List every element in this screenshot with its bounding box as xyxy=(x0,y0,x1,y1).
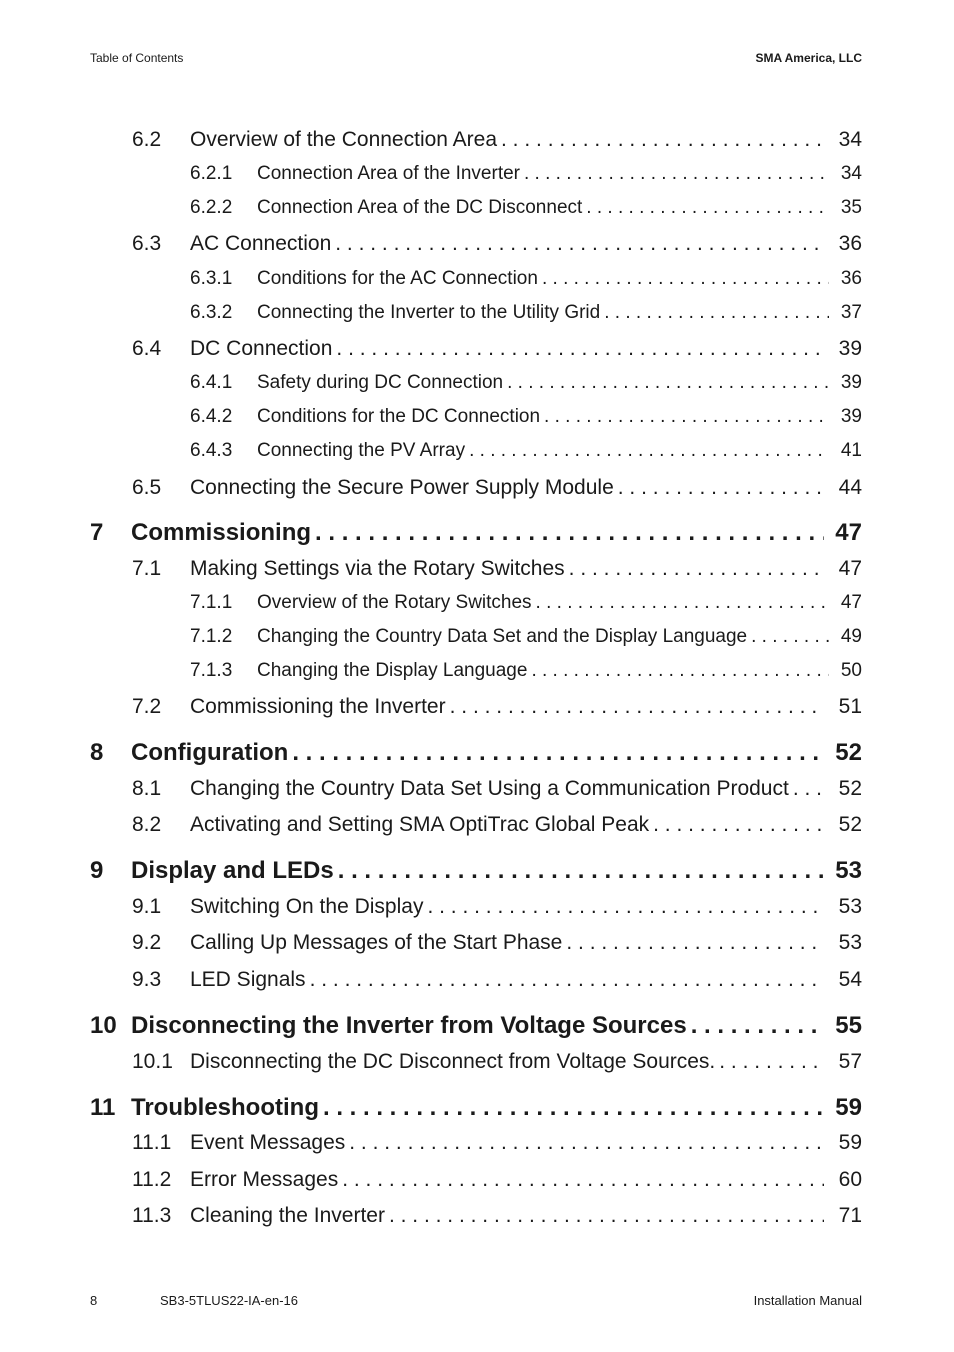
toc-dot-leader xyxy=(536,592,829,614)
toc-entry-number: 9.3 xyxy=(132,968,162,991)
toc-entry-title: Connecting the PV Array xyxy=(257,440,469,462)
toc-entry-title-wrap xyxy=(257,372,829,394)
toc-entry-page: 50 xyxy=(840,660,862,681)
toc-entry-title-wrap xyxy=(190,1204,824,1228)
toc-entry-number: 11.2 xyxy=(132,1168,172,1191)
toc-dot-leader xyxy=(531,660,829,682)
running-header-section: Table of Contents xyxy=(90,51,184,65)
toc-entry-number: 10.1 xyxy=(132,1050,173,1073)
toc-entry-number: 8.1 xyxy=(132,777,162,800)
toc-entry-title: Overview of the Rotary Switches xyxy=(257,592,536,614)
toc-entry-title: Connection Area of the Inverter xyxy=(257,163,524,185)
toc-entry-title-wrap xyxy=(257,440,829,462)
toc-entry-title-wrap xyxy=(257,163,829,185)
toc-entry-title-wrap xyxy=(190,695,824,719)
document-title: Installation Manual xyxy=(753,1293,862,1308)
toc-entry-number: 9.2 xyxy=(132,931,162,954)
toc-dot-leader xyxy=(524,163,829,185)
toc-entry-page: 53 xyxy=(838,931,862,954)
toc-entry-title-wrap xyxy=(190,1131,824,1155)
toc-entry-title: Event Messages xyxy=(190,1131,349,1155)
toc-entry-page: 35 xyxy=(840,197,862,218)
toc-dot-leader xyxy=(310,968,824,992)
toc-entry-title-wrap xyxy=(257,660,829,682)
toc-entry-title-wrap xyxy=(257,197,829,219)
toc-entry-title: Connecting the Secure Power Supply Module xyxy=(190,476,618,500)
toc-entry-title: Switching On the Display xyxy=(190,895,427,919)
toc-entry-title: DC Connection xyxy=(190,337,336,361)
toc-dot-leader xyxy=(793,777,824,801)
toc-entry-page: 51 xyxy=(838,695,862,718)
toc-dot-leader xyxy=(501,128,824,152)
toc-entry-page: 49 xyxy=(840,626,862,647)
toc-dot-leader xyxy=(349,1131,824,1155)
toc-dot-leader xyxy=(604,302,829,324)
toc-entry-title: LED Signals xyxy=(190,968,310,992)
toc-entry-title: Troubleshooting xyxy=(131,1094,323,1122)
toc-entry-number: 10 xyxy=(90,1012,117,1039)
toc-dot-leader xyxy=(569,557,824,581)
toc-entry-number: 8 xyxy=(90,739,104,766)
toc-entry-page: 59 xyxy=(835,1094,862,1121)
running-header-company: SMA America, LLC xyxy=(755,51,862,65)
toc-entry-page: 44 xyxy=(838,476,862,499)
toc-entry-title: Overview of the Connection Area xyxy=(190,128,501,152)
toc-entry-number: 7.1.1 xyxy=(190,592,233,613)
toc-entry-title-wrap xyxy=(257,626,829,648)
toc-entry-title-wrap xyxy=(190,1168,824,1192)
toc-dot-leader xyxy=(544,406,829,428)
toc-entry-number: 6.2 xyxy=(132,128,162,151)
toc-entry-number: 7.1.3 xyxy=(190,660,233,681)
toc-entry-page: 71 xyxy=(838,1204,862,1227)
toc-entry-page: 47 xyxy=(838,557,862,580)
toc-dot-leader xyxy=(653,813,824,837)
toc-entry-number: 11 xyxy=(90,1094,116,1121)
toc-entry-number: 6.5 xyxy=(132,476,162,499)
toc-entry-title-wrap xyxy=(131,1094,824,1122)
toc-entry-page: 37 xyxy=(840,302,862,323)
toc-dot-leader xyxy=(542,268,829,290)
toc-entry-number: 6.4.3 xyxy=(190,440,233,461)
toc-entry-title-wrap xyxy=(190,813,824,837)
toc-entry-page: 52 xyxy=(835,739,862,766)
toc-entry-page: 60 xyxy=(838,1168,862,1191)
toc-dot-leader xyxy=(691,1012,824,1040)
toc-dot-leader xyxy=(342,1168,824,1192)
toc-entry-title-wrap xyxy=(257,268,829,290)
toc-entry-number: 6.3.1 xyxy=(190,268,233,289)
toc-entry-number: 7.1 xyxy=(132,557,162,580)
toc-entry-number: 7.2 xyxy=(132,695,162,718)
toc-entry-page: 47 xyxy=(835,519,862,546)
toc-entry-page: 36 xyxy=(840,268,862,289)
toc-entry-page: 39 xyxy=(840,406,862,427)
toc-entry-title-wrap xyxy=(190,895,824,919)
toc-entry-title: Changing the Display Language xyxy=(257,660,531,682)
toc-dot-leader xyxy=(586,197,829,219)
toc-entry-title: Connection Area of the DC Disconnect xyxy=(257,197,586,219)
toc-dot-leader xyxy=(315,519,824,547)
toc-entry-number: 8.2 xyxy=(132,813,162,836)
toc-entry-number: 7 xyxy=(90,519,104,546)
toc-dot-leader xyxy=(335,232,824,256)
toc-entry-title: Connecting the Inverter to the Utility Grid xyxy=(257,302,604,324)
toc-entry-title: Configuration xyxy=(131,739,292,767)
toc-entry-title-wrap xyxy=(131,857,824,885)
toc-dot-leader xyxy=(450,695,824,719)
toc-entry-title-wrap xyxy=(190,232,824,256)
toc-entry-title-wrap xyxy=(131,519,824,547)
toc-entry-number: 9 xyxy=(90,857,104,884)
toc-entry-page: 54 xyxy=(838,968,862,991)
page-number: 8 xyxy=(90,1293,98,1308)
toc-entry-title: Changing the Country Data Set Using a Communication Product xyxy=(190,777,793,801)
toc-dot-leader xyxy=(427,895,824,919)
toc-entry-title: Calling Up Messages of the Start Phase xyxy=(190,931,566,955)
toc-entry-number: 6.2.1 xyxy=(190,163,233,184)
toc-entry-page: 53 xyxy=(838,895,862,918)
toc-entry-page: 52 xyxy=(838,813,862,836)
toc-dot-leader xyxy=(336,337,824,361)
toc-entry-number: 11.1 xyxy=(132,1131,172,1154)
toc-entry-title-wrap xyxy=(190,931,824,955)
toc-dot-leader xyxy=(751,626,829,648)
toc-entry-title-wrap xyxy=(257,592,829,614)
toc-entry-title: Commissioning the Inverter xyxy=(190,695,450,719)
toc-entry-number: 6.4 xyxy=(132,337,162,360)
toc-entry-title: Making Settings via the Rotary Switches xyxy=(190,557,569,581)
toc-entry-number: 9.1 xyxy=(132,895,162,918)
toc-entry-title-wrap xyxy=(190,128,824,152)
toc-entry-title-wrap xyxy=(190,557,824,581)
toc-entry-page: 57 xyxy=(838,1050,862,1073)
toc-entry-page: 34 xyxy=(838,128,862,151)
toc-entry-title-wrap xyxy=(190,337,824,361)
toc-entry-number: 6.2.2 xyxy=(190,197,233,218)
toc-dot-leader xyxy=(338,857,824,885)
toc-entry-title-wrap xyxy=(190,777,824,801)
toc-dot-leader xyxy=(292,739,824,767)
toc-entry-page: 55 xyxy=(835,1012,862,1039)
toc-entry-title-wrap xyxy=(190,476,824,500)
toc-entry-page: 41 xyxy=(840,440,862,461)
toc-entry-title: Disconnecting the DC Disconnect from Voltage Sources. xyxy=(190,1050,719,1074)
toc-entry-title: Commissioning xyxy=(131,519,315,547)
toc-entry-page: 52 xyxy=(838,777,862,800)
toc-dot-leader xyxy=(507,372,829,394)
toc-entry-title: Changing the Country Data Set and the Display Language xyxy=(257,626,751,648)
toc-entry-title-wrap xyxy=(131,1012,824,1040)
toc-dot-leader xyxy=(566,931,824,955)
toc-entry-number: 11.3 xyxy=(132,1204,172,1227)
toc-entry-title: Cleaning the Inverter xyxy=(190,1204,389,1228)
toc-entry-number: 7.1.2 xyxy=(190,626,233,647)
toc-entry-title: Display and LEDs xyxy=(131,857,338,885)
toc-entry-page: 36 xyxy=(838,232,862,255)
toc-dot-leader xyxy=(323,1094,824,1122)
document-id: SB3-5TLUS22-IA-en-16 xyxy=(160,1293,299,1308)
toc-entry-title: Safety during DC Connection xyxy=(257,372,507,394)
toc-dot-leader xyxy=(389,1204,824,1228)
toc-entry-title-wrap xyxy=(257,302,829,324)
toc-dot-leader xyxy=(719,1050,824,1074)
toc-entry-number: 6.4.2 xyxy=(190,406,233,427)
toc-entry-page: 53 xyxy=(835,857,862,884)
toc-entry-title: AC Connection xyxy=(190,232,335,256)
toc-entry-title-wrap xyxy=(257,406,829,428)
toc-entry-page: 59 xyxy=(838,1131,862,1154)
toc-entry-title-wrap xyxy=(190,1050,824,1074)
toc-entry-title: Error Messages xyxy=(190,1168,342,1192)
toc-entry-number: 6.4.1 xyxy=(190,372,233,393)
toc-entry-title-wrap xyxy=(190,968,824,992)
toc-entry-page: 47 xyxy=(840,592,862,613)
toc-entry-title: Conditions for the AC Connection xyxy=(257,268,542,290)
toc-entry-title: Activating and Setting SMA OptiTrac Global Peak xyxy=(190,813,653,837)
toc-entry-number: 6.3 xyxy=(132,232,162,255)
toc-entry-title: Conditions for the DC Connection xyxy=(257,406,544,428)
toc-entry-page: 39 xyxy=(838,337,862,360)
toc-dot-leader xyxy=(618,476,824,500)
toc-entry-number: 6.3.2 xyxy=(190,302,233,323)
toc-entry-title-wrap xyxy=(131,739,824,767)
toc-entry-title: Disconnecting the Inverter from Voltage Sources xyxy=(131,1012,691,1040)
toc-entry-page: 34 xyxy=(840,163,862,184)
toc-entry-page: 39 xyxy=(840,372,862,393)
toc-dot-leader xyxy=(469,440,829,462)
